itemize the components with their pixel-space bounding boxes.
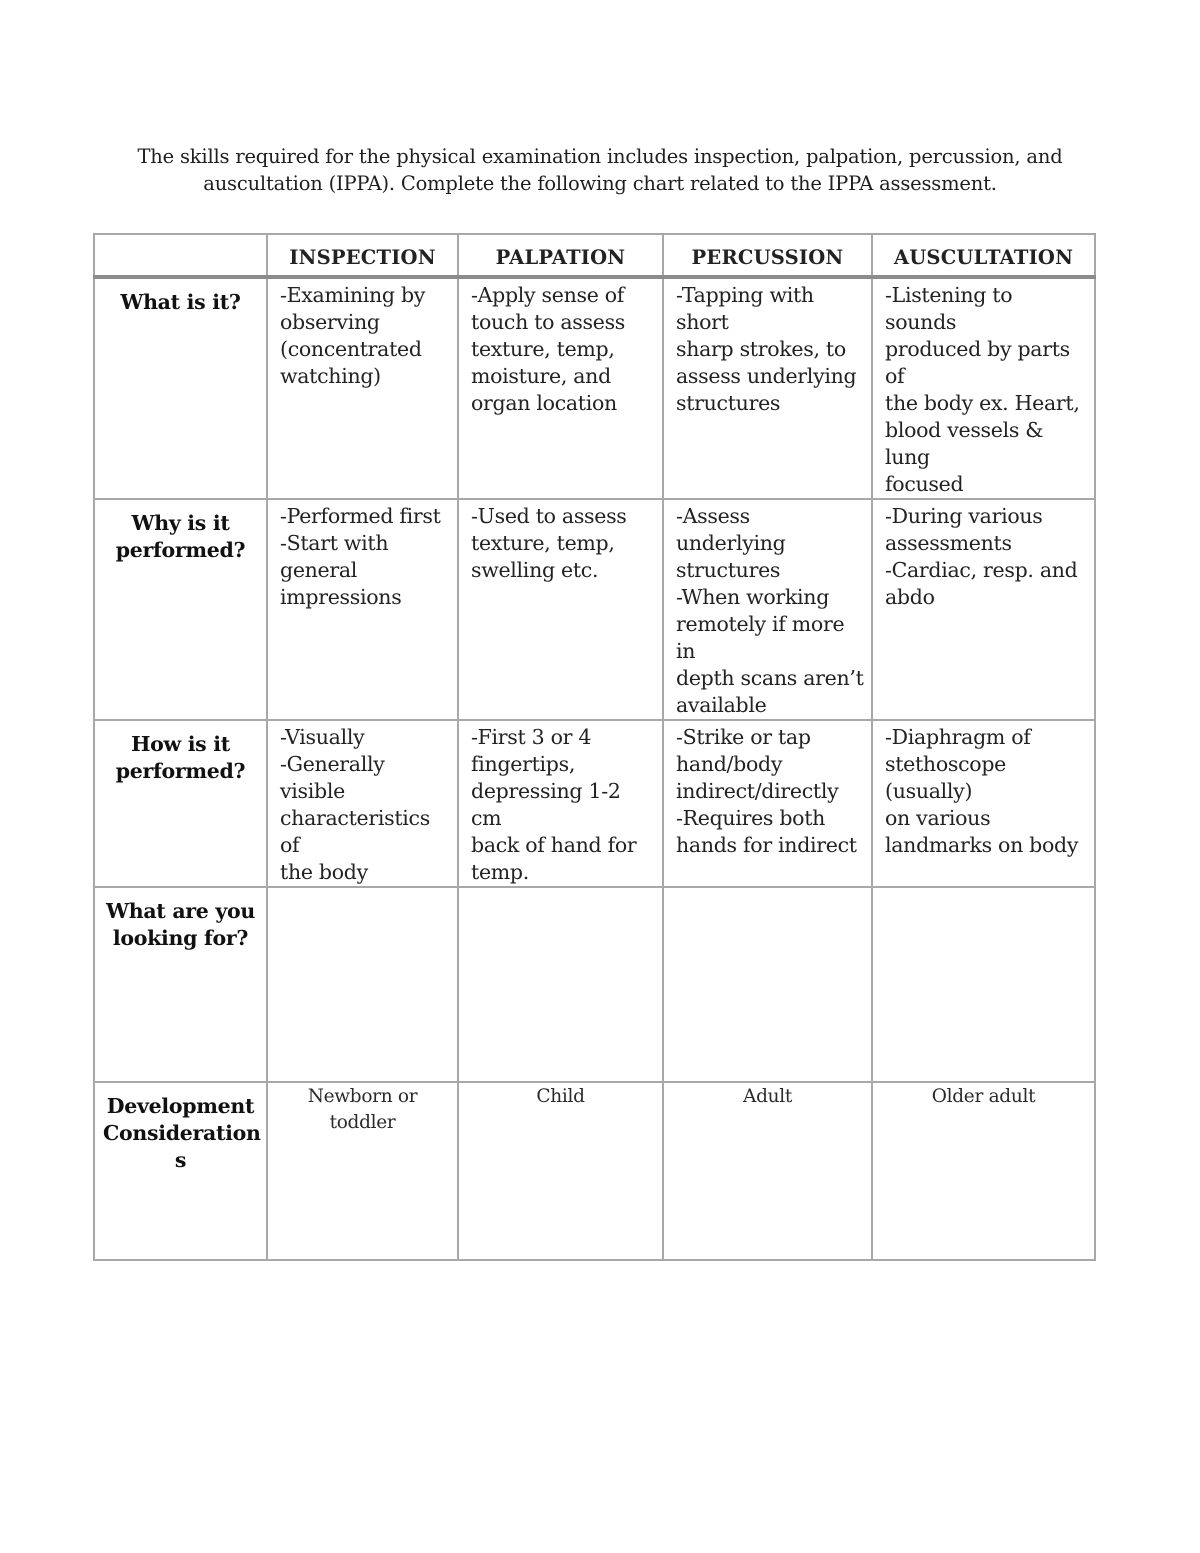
cell-inspection-why[interactable]: -Performed first -Start with general impressions — [267, 499, 458, 720]
ippa-chart-table — [93, 233, 1096, 1261]
row-label-what-is-it: What is it? — [94, 277, 267, 499]
header-palpation: PALPATION — [458, 234, 663, 277]
table-row-how-performed — [94, 720, 1095, 887]
instructions-paragraph — [100, 143, 1100, 197]
cell-dev-adult[interactable]: Adult — [663, 1082, 872, 1260]
cell-palpation-looking-for[interactable] — [458, 887, 663, 1082]
table-row-looking-for — [94, 887, 1095, 1082]
instructions-line-2: auscultation (IPPA). Complete the following chart related to the IPPA assessment. — [203, 172, 997, 195]
header-auscultation: AUSCULTATION — [872, 234, 1095, 277]
header-percussion: PERCUSSION — [663, 234, 872, 277]
cell-auscultation-how[interactable]: -Diaphragm of stethoscope (usually) on various landmarks on body — [872, 720, 1095, 887]
cell-dev-child[interactable]: Child — [458, 1082, 663, 1260]
row-label-development: Development Consideration s — [94, 1082, 267, 1260]
cell-percussion-how[interactable]: -Strike or tap hand/body indirect/directly -Requires both hands for indirect — [663, 720, 872, 887]
cell-auscultation-why[interactable]: -During various assessments -Cardiac, resp. and abdo — [872, 499, 1095, 720]
row-label-how-performed: How is it performed? — [94, 720, 267, 887]
header-corner-cell — [94, 234, 267, 277]
cell-percussion-why[interactable]: -Assess underlying structures -When working remotely if more in depth scans aren’t available — [663, 499, 872, 720]
cell-palpation-how[interactable]: -First 3 or 4 fingertips, depressing 1-2 cm back of hand for temp. — [458, 720, 663, 887]
cell-percussion-what[interactable]: -Tapping with short sharp strokes, to assess underlying structures — [663, 277, 872, 499]
cell-inspection-what[interactable]: -Examining by observing (concentrated watching) — [267, 277, 458, 499]
cell-dev-older-adult[interactable]: Older adult — [872, 1082, 1095, 1260]
cell-auscultation-looking-for[interactable] — [872, 887, 1095, 1082]
row-label-looking-for: What are you looking for? — [94, 887, 267, 1082]
cell-auscultation-what[interactable]: -Listening to sounds produced by parts of the body ex. Heart, blood vessels & lung focused — [872, 277, 1095, 499]
instructions-line-1: The skills required for the physical examination includes inspection, palpation, percussion, and — [137, 145, 1063, 168]
table-row-why-performed — [94, 499, 1095, 720]
cell-inspection-how[interactable]: -Visually -Generally visible characteristics of the body — [267, 720, 458, 887]
cell-palpation-what[interactable]: -Apply sense of touch to assess texture, temp, moisture, and organ location — [458, 277, 663, 499]
cell-inspection-looking-for[interactable] — [267, 887, 458, 1082]
table-header-row — [94, 234, 1095, 277]
table-row-what-is-it — [94, 277, 1095, 499]
cell-palpation-why[interactable]: -Used to assess texture, temp, swelling etc. — [458, 499, 663, 720]
table-row-development — [94, 1082, 1095, 1260]
cell-dev-newborn[interactable]: Newborn or toddler — [267, 1082, 458, 1260]
cell-percussion-looking-for[interactable] — [663, 887, 872, 1082]
header-inspection: INSPECTION — [267, 234, 458, 277]
row-label-why-performed: Why is it performed? — [94, 499, 267, 720]
